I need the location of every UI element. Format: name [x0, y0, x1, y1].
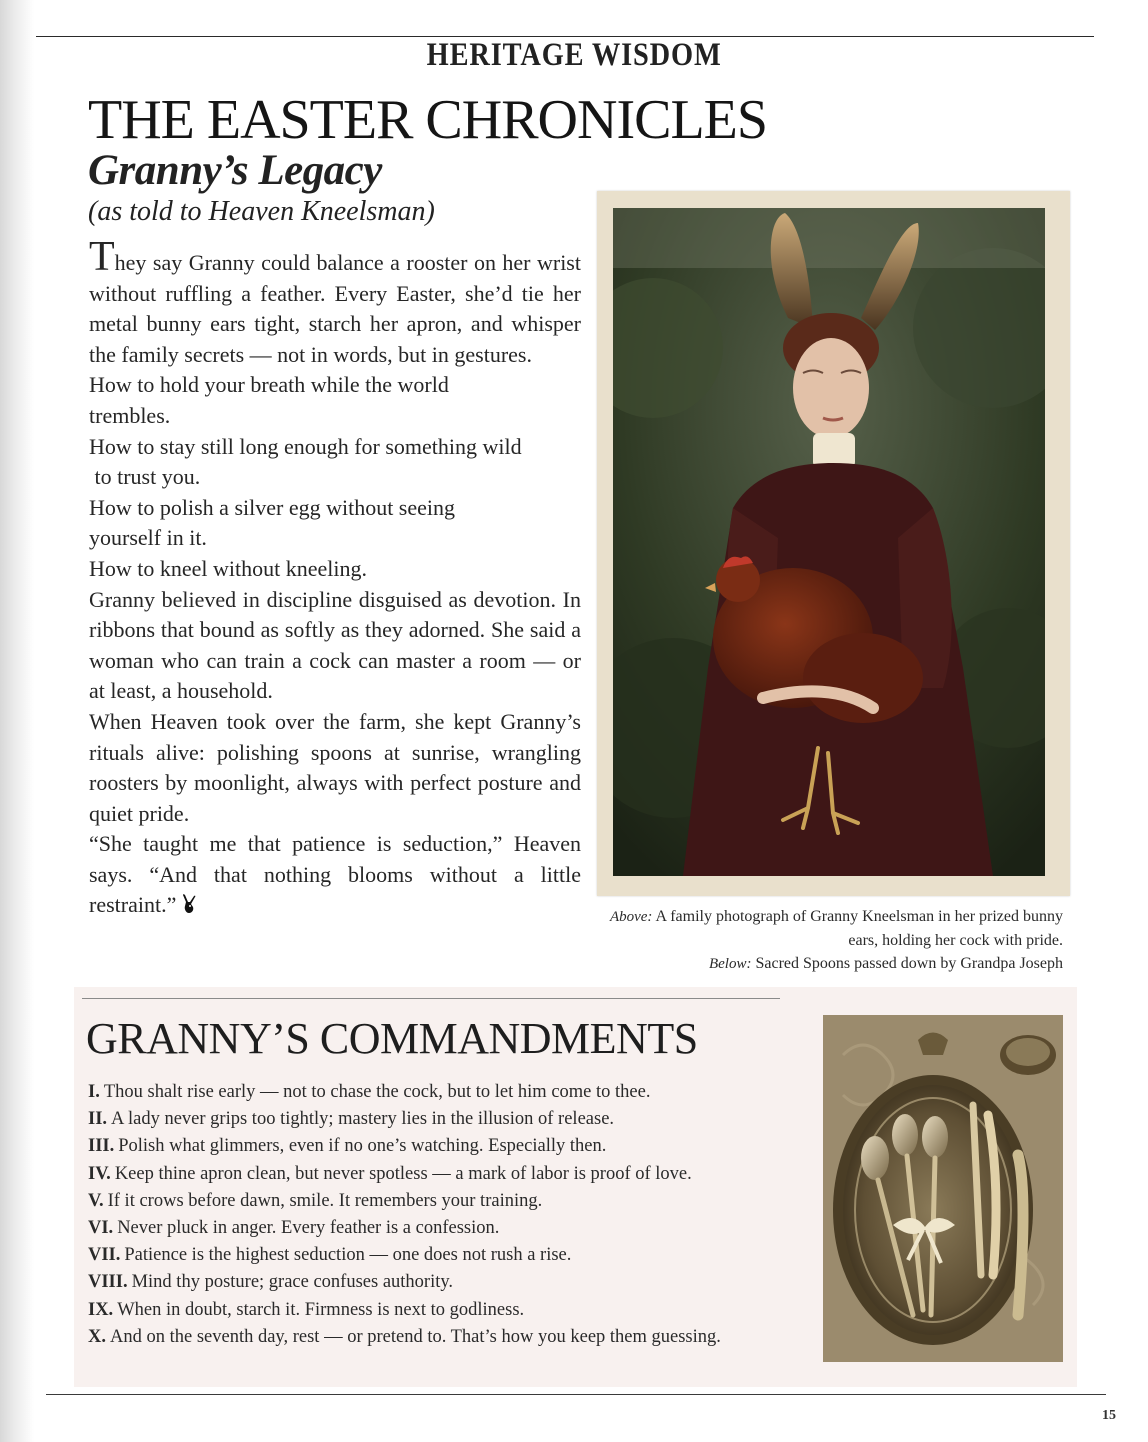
paragraph-discipline: Granny believed in discipline disguised as devotion. In ribbons that bound as softly as they adorned. She said a woman who can train a cock can master a room — or at least, a household.	[89, 586, 581, 704]
quote-text: “She taught me that patience is seduction,” Heaven says. “And that nothing blooms without a little restraint.”	[89, 831, 581, 918]
portrait-photo	[613, 208, 1045, 876]
commandment-item: V. If it crows before dawn, smile. It remembers your training.	[88, 1190, 543, 1211]
commandments-box	[74, 987, 1077, 1387]
verse-line: How to polish a silver egg without seeing yourself in it.	[89, 494, 456, 551]
drop-cap: T	[89, 234, 115, 280]
commandment-item: IV. Keep thine apron clean, but never spotless — a mark of labor is proof of love.	[88, 1163, 692, 1184]
commandment-item: VI. Never pluck in anger. Every feather is a confession.	[88, 1218, 500, 1239]
page-number: 15	[1102, 1408, 1116, 1423]
article-title: THE EASTER CHRONICLES	[88, 89, 767, 151]
paragraph-heaven: When Heaven took over the farm, she kept Granny’s rituals alive: polishing spoons at sunrise, wrangling roosters by moonlight, always with perfect posture and quiet pride.	[89, 708, 581, 826]
verse-line: How to stay still long enough for something wild to trust you.	[89, 433, 522, 490]
commandment-item: I. Thou shalt rise early — not to chase the cock, but to let him come to thee.	[88, 1082, 651, 1102]
caption-below: Below: Sacred Spoons passed down by Grandpa Joseph	[708, 955, 1063, 972]
verse-line: How to hold your breath while the world trembles.	[89, 372, 449, 428]
bottom-rule	[46, 1394, 1106, 1395]
commandment-item: III. Polish what glimmers, even if no one’s watching. Especially then.	[88, 1136, 607, 1157]
commandments-rule	[82, 998, 780, 999]
commandment-item: VII. Patience is the highest seduction — one does not rush a rise.	[88, 1245, 572, 1266]
commandment-item: X. And on the seventh day, rest — or pretend to. That’s how you keep them guessing.	[88, 1326, 721, 1347]
commandments-title: GRANNY’S COMMANDMENTS	[86, 1014, 698, 1063]
paragraph-quote	[89, 829, 581, 921]
commandments-list	[88, 1079, 818, 1351]
section-label: HERITAGE WISDOM	[426, 37, 722, 73]
silver-spoons-photo	[823, 1015, 1063, 1362]
photo-caption	[596, 905, 1063, 976]
paragraph-intro	[89, 234, 581, 370]
paragraph-intro-text: hey say Granny could balance a rooster on her wrist without ruffling a feather. Every Easter, she’d tie her metal bunny ears tight, starch her apron, and whisper the family secrets — not in words, but in gestures.	[89, 250, 581, 367]
article-subtitle: Granny’s Legacy	[88, 147, 382, 194]
commandment-item: IX. When in doubt, starch it. Firmness is next to godliness.	[88, 1299, 525, 1320]
commandment-item: VIII. Mind thy posture; grace confuses authority.	[88, 1272, 454, 1293]
article-body	[89, 234, 581, 921]
bunny-logo-icon	[180, 894, 198, 914]
commandment-item: II. A lady never grips too tightly; mastery lies in the illusion of release.	[88, 1109, 615, 1130]
caption-above: Above: A family photograph of Granny Kneelsman in her prized bunny ears, holding her cock with pride.	[609, 908, 1063, 949]
granny-portrait-photo	[597, 191, 1070, 896]
verse-line: How to kneel without kneeling.	[89, 555, 368, 581]
page-spine-shadow	[0, 0, 34, 1442]
article-byline: (as told to Heaven Kneelsman)	[88, 196, 435, 227]
